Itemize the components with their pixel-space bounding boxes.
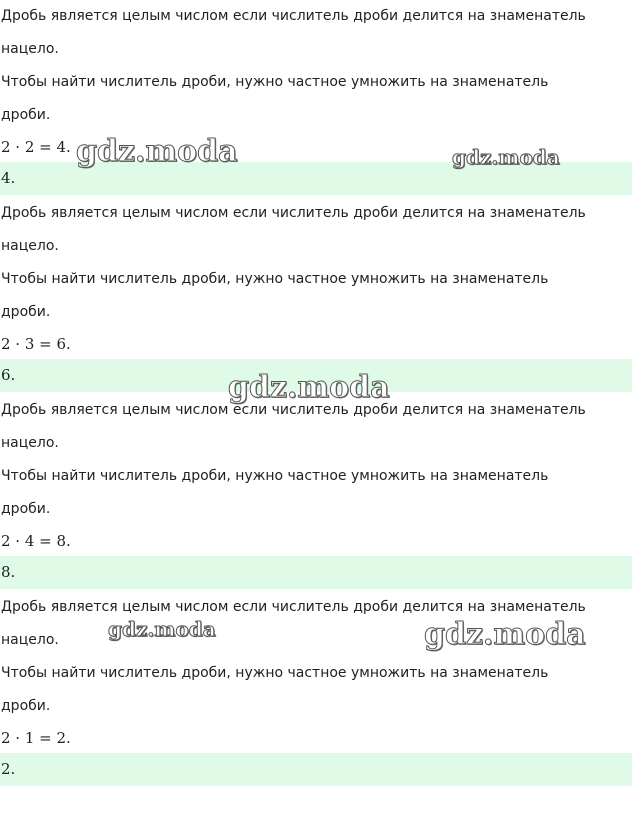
rule-text: Дробь является целым числом если числитель дроби делится на знаменатель — [1, 8, 586, 24]
calculation: 2 · 3 = 6. — [1, 335, 71, 353]
watermark-logo: gdz.moda — [76, 134, 238, 169]
answer-row: 8. — [0, 556, 632, 589]
rule-text: Дробь является целым числом если числитель дроби делится на знаменатель — [1, 205, 586, 221]
method-text: Чтобы найти числитель дроби, нужно частное умножить на знаменатель — [1, 665, 549, 681]
solution-step — [0, 197, 632, 392]
answer-row: 4. — [0, 162, 632, 195]
answer-row: 6. — [0, 359, 632, 392]
method-text: Чтобы найти числитель дроби, нужно частное умножить на знаменатель — [1, 271, 549, 287]
method-text: Чтобы найти числитель дроби, нужно частное умножить на знаменатель — [1, 468, 549, 484]
calculation: 2 · 4 = 8. — [1, 532, 71, 550]
method-text-cont: дроби. — [1, 501, 51, 517]
rule-text: Дробь является целым числом если числитель дроби делится на знаменатель — [1, 402, 586, 418]
calculation: 2 · 2 = 4. — [1, 138, 71, 156]
answer-row: 2. — [0, 753, 632, 786]
calculation: 2 · 1 = 2. — [1, 729, 71, 747]
rule-text-cont: нацело. — [1, 238, 59, 254]
watermark-logo: gdz.moda — [452, 145, 560, 169]
method-text-cont: дроби. — [1, 107, 51, 123]
rule-text-cont: нацело. — [1, 435, 59, 451]
solution-step — [0, 394, 632, 589]
method-text: Чтобы найти числитель дроби, нужно частное умножить на знаменатель — [1, 74, 549, 90]
method-text-cont: дроби. — [1, 304, 51, 320]
watermark-logo: gdz.moda — [228, 370, 390, 405]
rule-text-cont: нацело. — [1, 41, 59, 57]
method-text-cont: дроби. — [1, 698, 51, 714]
rule-text-cont: нацело. — [1, 632, 59, 648]
watermark-logo: gdz.moda — [424, 617, 586, 652]
rule-text: Дробь является целым числом если числитель дроби делится на знаменатель — [1, 599, 586, 615]
watermark-logo: gdz.moda — [108, 617, 216, 641]
